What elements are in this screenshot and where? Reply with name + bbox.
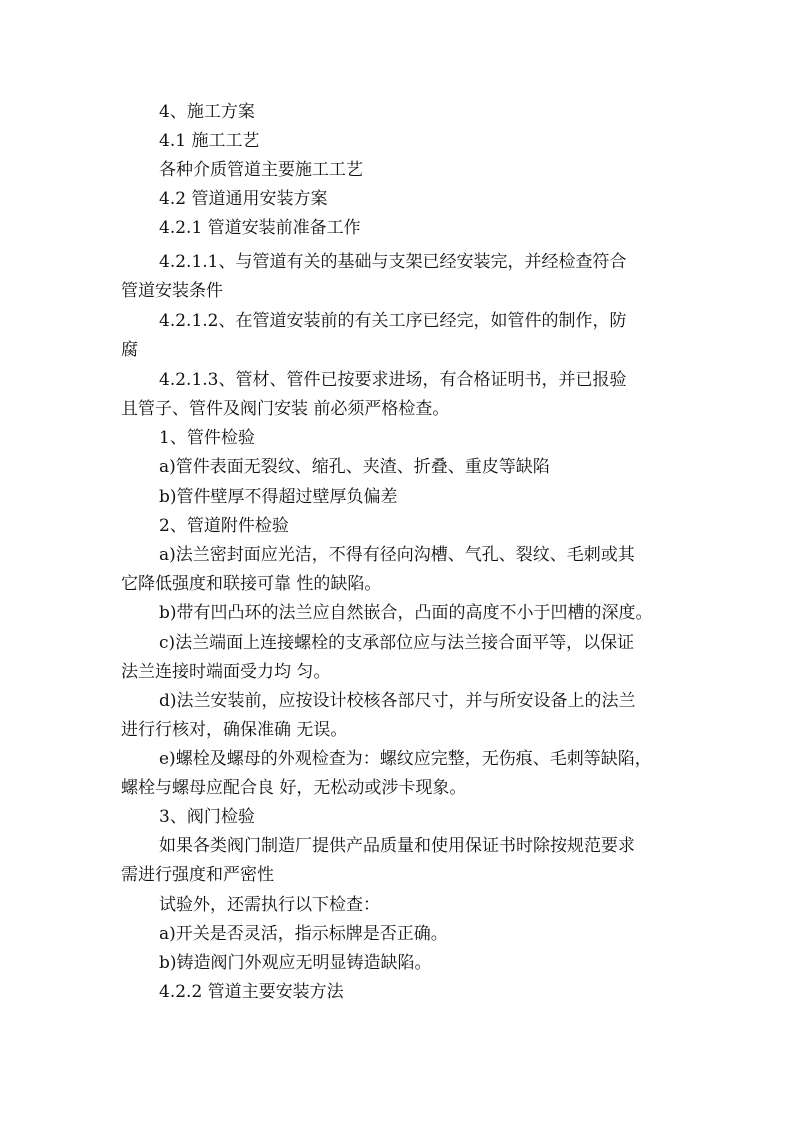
paragraph-item-4-2-1-3: 4.2.1.3、管材、管件已按要求进场，有合格证明书，并已报验 [159, 370, 627, 390]
paragraph-item-4-2-1-2-cont: 腐 [121, 340, 138, 360]
paragraph-valve-intro-cont: 需进行强度和严密性 [121, 865, 274, 885]
paragraph-media-pipeline: 各种介质管道主要施工工艺 [159, 160, 363, 180]
heading-accessory-inspection: 2、管道附件检验 [159, 516, 289, 536]
paragraph-item-4-2-1-1-cont: 管道安装条件 [121, 281, 223, 301]
list-item-accessory-c: c)法兰端面上连接螺栓的支承部位应与法兰接合面平等，以保证 [159, 633, 635, 653]
list-item-accessory-a: a)法兰密封面应光洁，不得有径向沟槽、气孔、裂纹、毛刺或其 [159, 545, 635, 565]
heading-main-install-method: 4.2.2 管道主要安装方法 [159, 982, 344, 1002]
list-item-accessory-d: d)法兰安装前，应按设计校核各部尺寸，并与所安设备上的法兰 [159, 691, 636, 711]
list-item-valve-a: a)开关是否灵活，指示标牌是否正确。 [159, 924, 448, 944]
paragraph-item-4-2-1-3-cont: 且管子、管件及阀门安装 前必须严格检查。 [121, 399, 450, 419]
list-item-fitting-a: a)管件表面无裂纹、缩孔、夹渣、折叠、重皮等缺陷 [159, 457, 550, 477]
heading-pre-install-prep: 4.2.1 管道安装前准备工作 [159, 218, 361, 238]
heading-construction-plan: 4、施工方案 [159, 102, 255, 122]
list-item-fitting-b: b)管件壁厚不得超过壁厚负偏差 [159, 487, 398, 507]
list-item-accessory-b: b)带有凹凸环的法兰应自然嵌合，凸面的高度不小于凹槽的深度。 [159, 603, 653, 623]
paragraph-valve-intro: 如果各类阀门制造厂提供产品质量和使用保证书时除按规范要求 [159, 836, 635, 856]
list-item-valve-b: b)铸造阀门外观应无明显铸造缺陷。 [159, 953, 432, 973]
heading-construction-process: 4.1 施工工艺 [159, 131, 260, 151]
list-item-accessory-c-cont: 法兰连接时端面受力均 匀。 [121, 662, 331, 682]
heading-valve-inspection: 3、阀门检验 [159, 807, 255, 827]
list-item-accessory-e: e)螺栓及螺母的外观检查为：螺纹应完整，无伤痕、毛刺等缺陷， [159, 749, 652, 769]
paragraph-valve-extra-checks: 试验外，还需执行以下检查： [159, 895, 380, 915]
list-item-accessory-a-cont: 它降低强度和联接可靠 性的缺陷。 [121, 574, 382, 594]
heading-general-install-plan: 4.2 管道通用安装方案 [159, 189, 328, 209]
list-item-accessory-e-cont: 螺栓与螺母应配合良 好，无松动或涉卡现象。 [121, 778, 467, 798]
list-item-accessory-d-cont: 进行行核对，确保准确 无误。 [121, 720, 348, 740]
heading-fitting-inspection: 1、管件检验 [159, 428, 255, 448]
paragraph-item-4-2-1-2: 4.2.1.2、在管道安装前的有关工序已经完，如管件的制作，防 [159, 311, 627, 331]
paragraph-item-4-2-1-1: 4.2.1.1、与管道有关的基础与支架已经安装完，并经检查符合 [159, 252, 627, 272]
